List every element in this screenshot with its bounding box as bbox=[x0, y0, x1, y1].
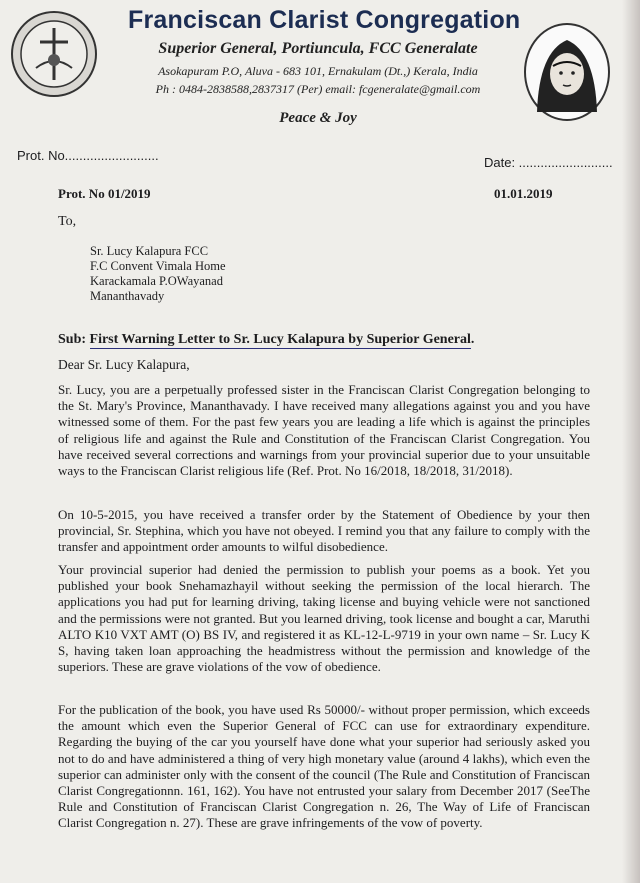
addressee-block bbox=[90, 244, 226, 304]
nun-portrait-icon bbox=[523, 22, 611, 122]
address-line: Asokapuram P.O, Aluva - 683 101, Ernakulam (Dt.,) Kerala, India bbox=[158, 64, 478, 78]
prot-number: Prot. No 01/2019 bbox=[58, 186, 151, 201]
date-field: Date: .......................... bbox=[484, 155, 613, 170]
letter-date: 01.01.2019 bbox=[494, 186, 553, 201]
page-edge-shadow bbox=[622, 0, 640, 883]
subject-prefix: Sub: bbox=[58, 332, 90, 347]
subject-text: First Warning Letter to Sr. Lucy Kalapura by Superior General bbox=[89, 332, 471, 347]
subject-suffix: . bbox=[470, 332, 475, 347]
prot-field: Prot. No.......................... bbox=[17, 148, 159, 163]
body-paragraph: Sr. Lucy, you are a perpetually professed sister in the Franciscan Clarist Congregation belonging to the St. Mary's Province, Mananthavady. I have received many allegations against you and you have witnessed some of them. For the past few years you are leading a life which is against the principles of religious life and against the Rule and Constitution of the Franciscan Clarist Congregation. You have received several corrections and warnings from your provincial superior due to your unsuitable ways to the Franciscan Clarist religious life (Ref. Prot. No 16/2018, 18/2018, 31/2018). bbox=[58, 382, 590, 479]
superior-line: Superior General, Portiuncula, FCC Generalate bbox=[158, 40, 478, 57]
addressee-line: F.C Convent Vimala Home bbox=[90, 259, 226, 273]
congregation-seal-icon bbox=[10, 10, 98, 98]
salutation: Dear Sr. Lucy Kalapura, bbox=[58, 357, 190, 372]
greeting-line: Peace & Joy bbox=[279, 110, 357, 126]
body-paragraph: On 10-5-2015, you have received a transfer order by the Statement of Obedience by your then provincial, Sr. Stephina, which you have not obeyed. I remind you that any failure to comply with the transfer and appointment order amounts to wilful disobedience. bbox=[58, 507, 590, 555]
addressee-line: Karackamala P.OWayanad bbox=[90, 274, 223, 288]
subject-line bbox=[58, 332, 474, 348]
letterhead bbox=[0, 0, 640, 142]
phone-line: Ph : 0484-2838588,2837317 (Per) email: fcgeneralate@gmail.com bbox=[155, 82, 481, 96]
addressee-line: Sr. Lucy Kalapura FCC bbox=[90, 244, 209, 258]
body-paragraph: For the publication of the book, you have used Rs 50000/- without proper permission, which exceeds the amount which even the Superior General of FCC can use for extraordinary expenditure. Regarding the buying of the car you yourself have done what your superior had seriously asked you not to do and have administered a thing of very high monetary value (around 4 lakhs), which even the superior can administer only with the consent of the council (The Rule and Constitution of Franciscan Clarist Congregationnn. 161, 162). You have not entrusted your salary from December 2017 (SeeThe Rule and Constitution of Franciscan Clarist Congregation n. 26, The Way of Life of Franciscan Clarist Congregation n. 27). These are grave infringements of the vow of poverty. bbox=[58, 702, 590, 831]
to-line: To, bbox=[58, 214, 77, 229]
addressee-line: Mananthavady bbox=[90, 289, 165, 303]
org-name: Franciscan Clarist Congregation bbox=[128, 6, 521, 34]
body-paragraph: Your provincial superior had denied the permission to publish your poems as a book. Yet you published your book Snehamazhayil without seeking the permission of the local hierarch. The applications you had put for learning driving, taking license and buying vehicle were not sanctioned and the permissions were not granted. But you learned driving, took license and bought a car, Maruthi ALTO K10 VXT AMT (O) BS IV, and registered it as KL-12-L-9719 in your own name – Sr. Lucy K S, having taken loan approaching the headmistress without the permission and knowledge of the superiors. These are grave violations of the vow of obedience. bbox=[58, 562, 590, 675]
